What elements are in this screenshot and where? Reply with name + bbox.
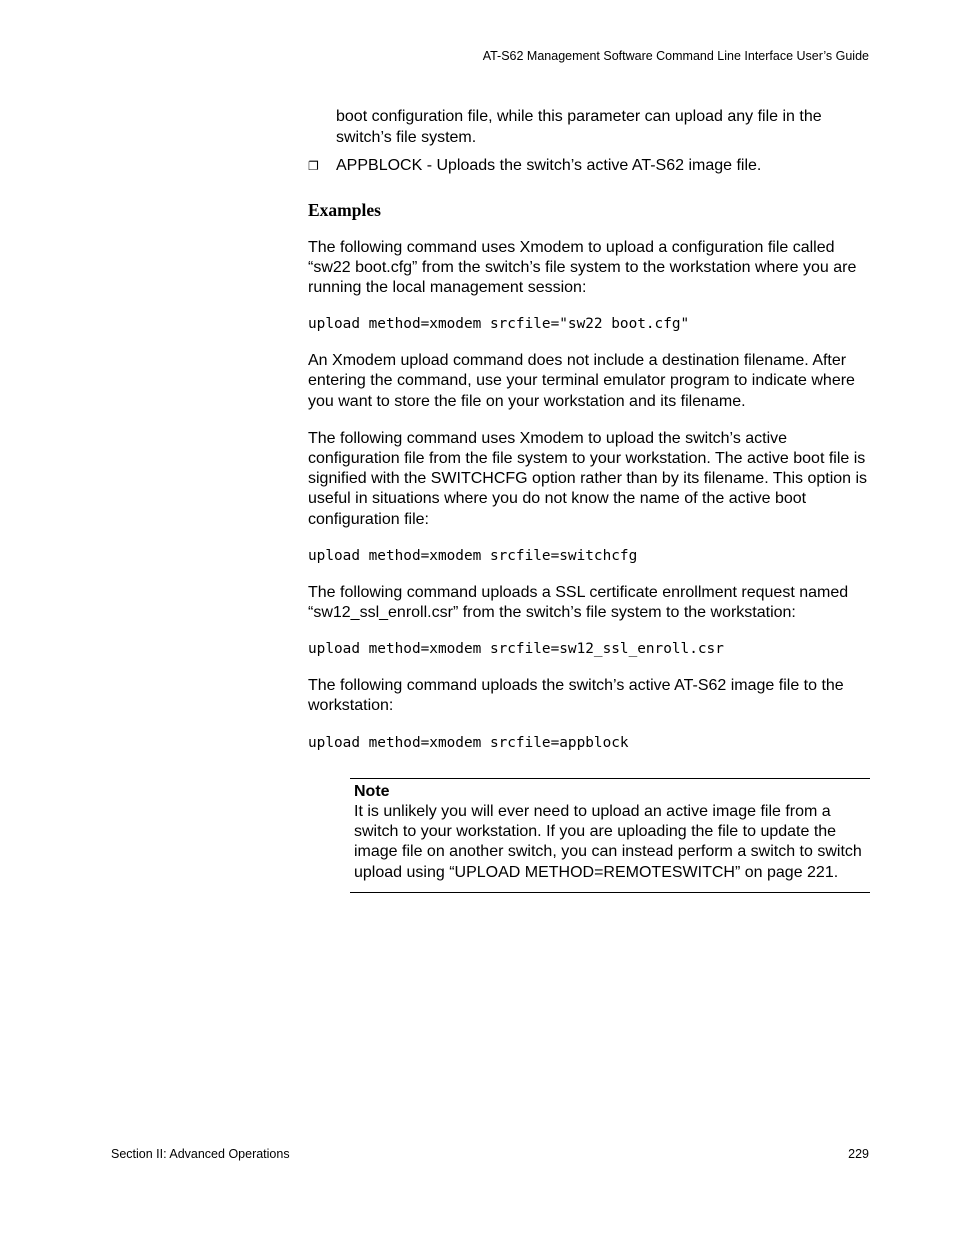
page-content xyxy=(308,107,870,893)
page-number: 229 xyxy=(848,1147,869,1161)
code-example-1: upload method=xmodem srcfile="sw22 boot.cfg" xyxy=(308,316,690,333)
footer-section: Section II: Advanced Operations xyxy=(111,1147,290,1161)
note-title: Note xyxy=(354,782,390,800)
paragraph-5: The following command uploads the switch’s active AT-S62 image file to the workstation: xyxy=(308,677,844,715)
bullet-text: APPBLOCK - Uploads the switch’s active AT-S62 image file. xyxy=(336,157,762,174)
paragraph-3: The following command uses Xmodem to upload the switch’s active configuration file from the file system to your workstation. The active boot file is signified with the SWITCHCFG option rather than by its filename. This option is useful in situations where you do not know the name of the active boot configuration file: xyxy=(308,429,868,528)
checkbox-bullet-icon: ❐ xyxy=(308,159,319,173)
paragraph-4: The following command uploads a SSL certificate enrollment request named “sw12_ssl_enroll.csr” from the switch’s file system to the workstation: xyxy=(308,583,849,621)
note-box xyxy=(350,778,870,893)
code-example-3: upload method=xmodem srcfile=sw12_ssl_enroll.csr xyxy=(308,641,724,658)
code-example-4: upload method=xmodem srcfile=appblock xyxy=(308,734,629,751)
note-text: It is unlikely you will ever need to upload an active image file from a switch to your workstation. If you are uploading the file to update the image file on another switch, you can instead perform a switch to switch upload using “UPLOAD METHOD=REMOTESWITCH” on page 221. xyxy=(354,802,862,881)
bullet-continuation: boot configuration file, while this parameter can upload any file in the switch’s file system. xyxy=(336,108,822,146)
paragraph-1: The following command uses Xmodem to upload a configuration file called “sw22 boot.cfg” from the switch’s file system to the workstation where you are running the local management session: xyxy=(308,238,857,296)
paragraph-2: An Xmodem upload command does not include a destination filename. After entering the command, use your terminal emulator program to indicate where you want to store the file on your workstation and its filename. xyxy=(308,352,855,410)
running-header: AT-S62 Management Software Command Line Interface User’s Guide xyxy=(482,49,869,63)
code-example-2: upload method=xmodem srcfile=switchcfg xyxy=(308,547,638,564)
examples-heading: Examples xyxy=(308,199,381,220)
bullet-item xyxy=(308,156,870,177)
